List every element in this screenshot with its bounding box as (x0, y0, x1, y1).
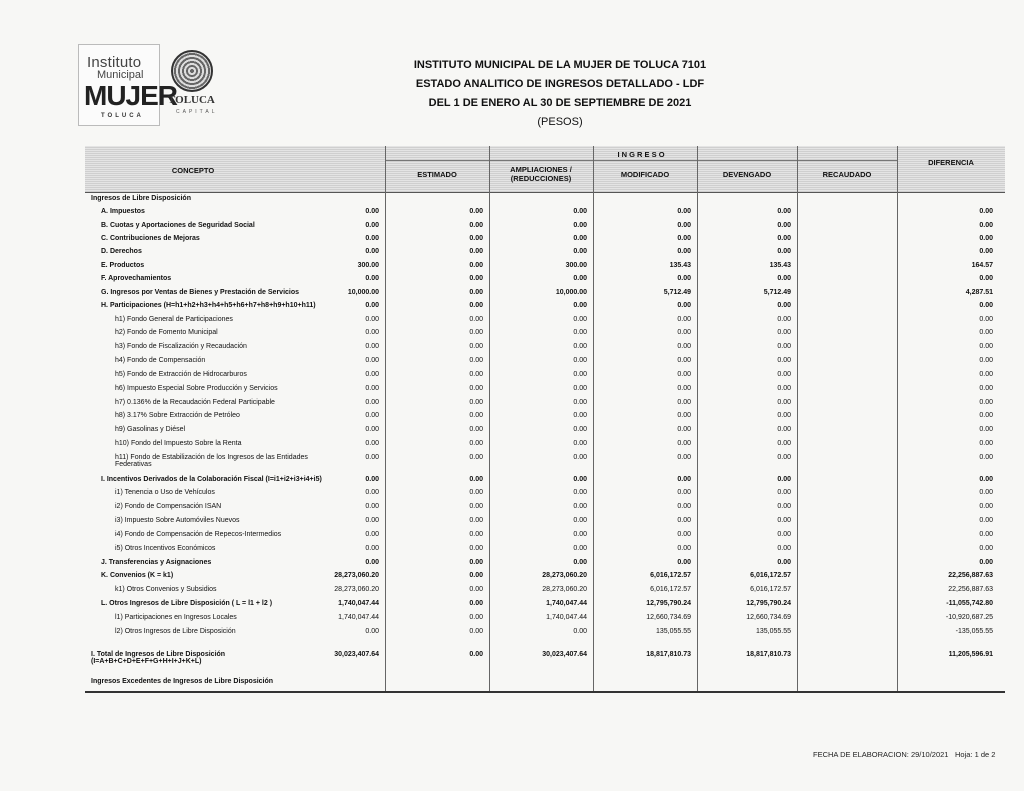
col-header-ampliaciones-line1: AMPLIACIONES / (510, 165, 572, 174)
row-label: i2) Fondo de Compensación ISAN (115, 503, 222, 510)
cell-value: 0.00 (469, 476, 483, 483)
table-row (85, 208, 1005, 220)
cell-value: 0.00 (979, 302, 993, 309)
cell-value: 0.00 (573, 489, 587, 496)
cell-value: 0.00 (469, 628, 483, 635)
institution-logo (78, 44, 218, 128)
page-number: Hoja: 1 de 2 (955, 750, 996, 759)
cell-value: 0.00 (979, 371, 993, 378)
table-row (85, 440, 1005, 452)
cell-value: 0.00 (573, 545, 587, 552)
cell-value: 0.00 (979, 222, 993, 229)
row-label-continuation: (I=A+B+C+D+E+F+G+H+I+J+K+L) (91, 658, 202, 665)
cell-value: 0.00 (469, 385, 483, 392)
cell-value: 0.00 (777, 329, 791, 336)
cell-value: 0.00 (573, 329, 587, 336)
cell-value: 6,016,172.57 (750, 586, 791, 593)
row-label: i3) Impuesto Sobre Automóviles Nuevos (115, 517, 240, 524)
cell-value: 0.00 (677, 517, 691, 524)
row-label: i5) Otros Incentivos Económicos (115, 545, 216, 552)
cell-value: 30,023,407.64 (334, 651, 379, 658)
table-row (85, 651, 1005, 663)
table-row (85, 559, 1005, 571)
row-label: B. Cuotas y Aportaciones de Seguridad Social (101, 222, 255, 229)
section-title: Ingresos de Libre Disposición (91, 195, 191, 202)
cell-value: 0.00 (365, 329, 379, 336)
cell-value: 0.00 (979, 517, 993, 524)
cell-value: 135,055.55 (755, 628, 791, 635)
cell-value: 0.00 (777, 343, 791, 350)
cell-value: 0.00 (677, 235, 691, 242)
cell-value: 0.00 (677, 385, 691, 392)
cell-value: 0.00 (979, 357, 993, 364)
cell-value: 135.43 (669, 262, 691, 269)
cell-value: 0.00 (469, 600, 483, 607)
cell-value: 0.00 (677, 545, 691, 552)
cell-value: 0.00 (469, 572, 483, 579)
table-row (85, 357, 1005, 369)
cell-value: 0.00 (677, 371, 691, 378)
report-header (400, 56, 720, 132)
table-row (85, 545, 1005, 557)
row-label: h6) Impuesto Especial Sobre Producción y Servicios (115, 385, 278, 392)
cell-value: 5,712.49 (763, 289, 791, 296)
cell-value: 18,817,810.73 (646, 651, 691, 658)
cell-value: 0.00 (365, 517, 379, 524)
cell-value: 0.00 (677, 399, 691, 406)
cell-value: 0.00 (573, 235, 587, 242)
cell-value: 0.00 (777, 357, 791, 364)
header-divider (385, 160, 897, 161)
cell-value: 0.00 (365, 357, 379, 364)
cell-value: 1,740,047.44 (338, 614, 379, 621)
table-bottom-rule (85, 691, 1005, 693)
cell-value: 0.00 (777, 235, 791, 242)
excedentes-label: Ingresos Excedentes de Ingresos de Libre Disposición (91, 678, 274, 685)
cell-value: 0.00 (469, 614, 483, 621)
cell-value: 0.00 (469, 651, 483, 658)
cell-value: 0.00 (777, 517, 791, 524)
cell-value: 0.00 (777, 399, 791, 406)
cell-value: 0.00 (979, 399, 993, 406)
cell-value: 0.00 (365, 489, 379, 496)
cell-value: 0.00 (979, 208, 993, 215)
table-row (85, 222, 1005, 234)
cell-value: 0.00 (979, 503, 993, 510)
cell-value: 0.00 (979, 531, 993, 538)
cell-value: 0.00 (979, 316, 993, 323)
row-label: h2) Fondo de Fomento Municipal (115, 329, 218, 336)
cell-value: -135,055.55 (955, 628, 993, 635)
row-label: J. Transferencias y Asignaciones (101, 559, 212, 566)
cell-value: 0.00 (777, 440, 791, 447)
cell-value: 0.00 (365, 503, 379, 510)
cell-value: 0.00 (573, 559, 587, 566)
row-label: I. Total de Ingresos de Libre Disposición (I=A+B+C+D+E+F+G+H+I+J+K+L) (91, 651, 226, 665)
cell-value: 0.00 (573, 426, 587, 433)
logo-line-1: Instituto (87, 54, 142, 71)
cell-value: 28,273,060.20 (334, 586, 379, 593)
cell-value: 0.00 (573, 343, 587, 350)
table-row (85, 248, 1005, 260)
cell-value: 0.00 (573, 454, 587, 461)
cell-value: 0.00 (469, 440, 483, 447)
cell-value: 0.00 (677, 208, 691, 215)
row-label: F. Aprovechamientos (101, 275, 172, 282)
cell-value: 0.00 (777, 476, 791, 483)
cell-value: 0.00 (573, 248, 587, 255)
row-label: h11) Fondo de Estabilización de los Ingresos de las Entidades Federativas (115, 454, 308, 468)
table-row (85, 454, 1005, 466)
cell-value: 0.00 (365, 440, 379, 447)
instituto-mujer-logo (78, 44, 178, 126)
cell-value: 0.00 (677, 426, 691, 433)
cell-value: 0.00 (777, 248, 791, 255)
cell-value: 0.00 (573, 222, 587, 229)
cell-value: 6,016,172.57 (650, 572, 691, 579)
cell-value: 0.00 (469, 248, 483, 255)
fecha-elaboracion: FECHA DE ELABORACION: 29/10/2021 (813, 750, 949, 759)
cell-value: 1,740,047.44 (546, 600, 587, 607)
cell-value: 0.00 (677, 412, 691, 419)
cell-value: 0.00 (677, 316, 691, 323)
table-row (85, 572, 1005, 584)
row-label: C. Contribuciones de Mejoras (101, 235, 200, 242)
cell-value: 0.00 (677, 454, 691, 461)
seal-text: TOLUCA (168, 94, 215, 106)
cell-value: 0.00 (777, 208, 791, 215)
row-label: i1) Tenencia o Uso de Vehículos (115, 489, 215, 496)
toluca-seal (166, 44, 216, 124)
cell-value: 0.00 (677, 489, 691, 496)
table-row (85, 371, 1005, 383)
cell-value: 0.00 (777, 412, 791, 419)
cell-value: 0.00 (573, 302, 587, 309)
cell-value: 0.00 (573, 385, 587, 392)
row-label: l2) Otros Ingresos de Libre Disposición (115, 628, 236, 635)
cell-value: 0.00 (365, 531, 379, 538)
cell-value: 0.00 (469, 517, 483, 524)
cell-value: 0.00 (677, 222, 691, 229)
cell-value: 0.00 (573, 628, 587, 635)
row-label: h4) Fondo de Compensación (115, 357, 206, 364)
cell-value: 0.00 (365, 559, 379, 566)
table-row (85, 628, 1005, 640)
logo-line-2: Municipal (97, 69, 144, 81)
report-period: DEL 1 DE ENERO AL 30 DE SEPTIEMBRE DE 2021 (428, 97, 692, 109)
cell-value: 0.00 (979, 248, 993, 255)
cell-value: 10,000.00 (555, 289, 587, 296)
cell-value: 0.00 (573, 316, 587, 323)
cell-value: 0.00 (573, 412, 587, 419)
cell-value: 0.00 (469, 357, 483, 364)
cell-value: 0.00 (469, 371, 483, 378)
table-row (85, 531, 1005, 543)
table-row (85, 600, 1005, 612)
cell-value: 0.00 (573, 531, 587, 538)
cell-value: 0.00 (573, 503, 587, 510)
cell-value: 0.00 (365, 343, 379, 350)
cell-value: 6,016,172.57 (650, 586, 691, 593)
cell-value: 0.00 (469, 503, 483, 510)
cell-value: 0.00 (469, 275, 483, 282)
cell-value: 0.00 (979, 454, 993, 461)
cell-value: 0.00 (469, 343, 483, 350)
cell-value: 1,740,047.44 (546, 614, 587, 621)
table-row (85, 517, 1005, 529)
toluca-crest-icon (171, 50, 213, 92)
row-label: E. Productos (101, 262, 145, 269)
cell-value: 18,817,810.73 (746, 651, 791, 658)
cell-value: 0.00 (979, 275, 993, 282)
table-row (85, 385, 1005, 397)
row-label: h8) 3.17% Sobre Extracción de Petróleo (115, 412, 240, 419)
cell-value: 0.00 (469, 545, 483, 552)
cell-value: 0.00 (677, 302, 691, 309)
cell-value: 22,256,887.63 (948, 572, 993, 579)
cell-value: 0.00 (777, 302, 791, 309)
report-units: (PESOS) (537, 116, 583, 128)
col-header-ampliaciones-line2: (REDUCCIONES) (510, 174, 572, 183)
row-label: l1) Participaciones en Ingresos Locales (115, 614, 237, 621)
cell-value: 0.00 (677, 248, 691, 255)
cell-value: 0.00 (777, 316, 791, 323)
cell-value: 0.00 (777, 489, 791, 496)
table-row (85, 489, 1005, 501)
cell-value: 0.00 (979, 235, 993, 242)
cell-value: 0.00 (777, 371, 791, 378)
cell-value: 0.00 (677, 531, 691, 538)
cell-value: 22,256,887.63 (948, 586, 993, 593)
table-row (85, 235, 1005, 247)
cell-value: 0.00 (469, 289, 483, 296)
seal-subtext: CAPITAL (176, 109, 218, 115)
cell-value: 0.00 (469, 426, 483, 433)
cell-value: 0.00 (365, 412, 379, 419)
cell-value: 300.00 (357, 262, 379, 269)
logo-line-4: TOLUCA (101, 113, 144, 119)
table-row (85, 343, 1005, 355)
cell-value: 0.00 (573, 517, 587, 524)
col-header-modificado: MODIFICADO (620, 170, 670, 179)
cell-value: 0.00 (469, 302, 483, 309)
cell-value: 0.00 (365, 316, 379, 323)
table-row (85, 329, 1005, 341)
cell-value: 135,055.55 (655, 628, 691, 635)
cell-value: 0.00 (677, 275, 691, 282)
cell-value: 0.00 (979, 343, 993, 350)
cell-value: 0.00 (979, 412, 993, 419)
row-label: I. Incentivos Derivados de la Colaboración Fiscal (I=i1+i2+i3+i4+i5) (101, 476, 322, 483)
cell-value: 0.00 (469, 586, 483, 593)
cell-value: 0.00 (365, 208, 379, 215)
cell-value: 0.00 (677, 329, 691, 336)
report-subtitle: ESTADO ANALITICO DE INGRESOS DETALLADO - LDF (415, 78, 705, 90)
cell-value: 0.00 (979, 426, 993, 433)
table-row (85, 316, 1005, 328)
cell-value: 0.00 (979, 385, 993, 392)
col-header-ingreso: I N G R E S O (617, 150, 665, 159)
row-label: h10) Fondo del Impuesto Sobre la Renta (115, 440, 242, 447)
cell-value: 0.00 (469, 454, 483, 461)
report-title: INSTITUTO MUNICIPAL DE LA MUJER DE TOLUCA 7101 (413, 59, 707, 71)
cell-value: 0.00 (677, 476, 691, 483)
cell-value: 0.00 (979, 489, 993, 496)
cell-value: 30,023,407.64 (542, 651, 587, 658)
cell-value: 0.00 (365, 399, 379, 406)
cell-value: 0.00 (469, 399, 483, 406)
cell-value: 0.00 (573, 208, 587, 215)
cell-value: 0.00 (979, 559, 993, 566)
row-label: h3) Fondo de Fiscalización y Recaudación (115, 343, 247, 350)
cell-value: 0.00 (365, 222, 379, 229)
cell-value: -11,055,742.80 (946, 600, 993, 607)
row-label: h9) Gasolinas y Diésel (115, 426, 186, 433)
table-row (85, 426, 1005, 438)
table-row (85, 302, 1005, 314)
cell-value: 0.00 (777, 275, 791, 282)
cell-value: 28,273,060.20 (542, 586, 587, 593)
cell-value: 12,795,790.24 (646, 600, 691, 607)
table-row (85, 586, 1005, 598)
table-row (85, 614, 1005, 626)
cell-value: 0.00 (573, 440, 587, 447)
cell-value: 0.00 (677, 503, 691, 510)
col-header-estimado: ESTIMADO (417, 170, 457, 179)
cell-value: 0.00 (979, 476, 993, 483)
cell-value: 135.43 (769, 262, 791, 269)
col-header-recaudado: RECAUDADO (822, 170, 872, 179)
cell-value: 0.00 (573, 357, 587, 364)
cell-value: 0.00 (777, 426, 791, 433)
col-header-diferencia: DIFERENCIA (928, 158, 974, 167)
row-label: H. Participaciones (H=h1+h2+h3+h4+h5+h6+h7+h8+h9+h10+h11) (101, 302, 316, 309)
table-row (85, 275, 1005, 287)
cell-value: 11,205,596.91 (948, 651, 993, 658)
cell-value: 0.00 (573, 399, 587, 406)
row-label: h5) Fondo de Extracción de Hidrocarburos (115, 371, 247, 378)
table-row (85, 399, 1005, 411)
cell-value: 0.00 (365, 275, 379, 282)
cell-value: 0.00 (979, 440, 993, 447)
cell-value: 0.00 (365, 476, 379, 483)
cell-value: 0.00 (469, 531, 483, 538)
cell-value: 164.57 (971, 262, 993, 269)
cell-value: 0.00 (469, 329, 483, 336)
cell-value: -10,920,687.25 (945, 614, 993, 621)
cell-value: 0.00 (469, 489, 483, 496)
cell-value: 12,660,734.69 (746, 614, 791, 621)
cell-value: 0.00 (677, 559, 691, 566)
income-table (85, 146, 1005, 691)
row-label: A. Impuestos (101, 208, 145, 215)
cell-value: 0.00 (573, 371, 587, 378)
cell-value: 10,000.00 (347, 289, 379, 296)
cell-value: 0.00 (365, 628, 379, 635)
row-label: h7) 0.136% de la Recaudación Federal Participable (115, 399, 275, 406)
table-row (85, 503, 1005, 515)
cell-value: 0.00 (677, 343, 691, 350)
table-row (85, 262, 1005, 274)
cell-value: 0.00 (979, 545, 993, 552)
cell-value: 0.00 (677, 357, 691, 364)
cell-value: 4,287.51 (965, 289, 993, 296)
cell-value: 0.00 (979, 329, 993, 336)
cell-value: 1,740,047.44 (338, 600, 379, 607)
cell-value: 12,795,790.24 (746, 600, 791, 607)
cell-value: 0.00 (573, 476, 587, 483)
cell-value: 0.00 (469, 208, 483, 215)
row-label: k1) Otros Convenios y Subsidios (115, 586, 217, 593)
cell-value: 0.00 (777, 222, 791, 229)
cell-value: 12,660,734.69 (646, 614, 691, 621)
cell-value: 0.00 (469, 262, 483, 269)
cell-value: 0.00 (777, 531, 791, 538)
cell-value: 28,273,060.20 (334, 572, 379, 579)
table-row (85, 476, 1005, 488)
logo-line-3: MUJER (84, 80, 178, 111)
col-header-concepto: CONCEPTO (171, 166, 215, 175)
row-label: i4) Fondo de Compensación de Repecos-Intermedios (115, 531, 282, 538)
cell-value: 0.00 (777, 559, 791, 566)
cell-value: 0.00 (365, 454, 379, 461)
table-row (85, 412, 1005, 424)
cell-value: 0.00 (365, 385, 379, 392)
cell-value: 0.00 (365, 248, 379, 255)
cell-value: 0.00 (365, 545, 379, 552)
cell-value: 0.00 (777, 454, 791, 461)
row-label: L. Otros Ingresos de Libre Disposición ( L = l1 + l2 ) (101, 600, 273, 607)
row-label: D. Derechos (101, 248, 142, 255)
col-header-ampliaciones (489, 165, 593, 183)
row-label-continuation: Federativas (115, 461, 152, 468)
cell-value: 0.00 (365, 302, 379, 309)
cell-value: 5,712.49 (663, 289, 691, 296)
row-label: h1) Fondo General de Participaciones (115, 316, 233, 323)
cell-value: 0.00 (469, 412, 483, 419)
table-row (85, 289, 1005, 301)
cell-value: 28,273,060.20 (542, 572, 587, 579)
cell-value: 0.00 (469, 316, 483, 323)
cell-value: 0.00 (777, 503, 791, 510)
row-label: K. Convenios (K = k1) (101, 572, 174, 579)
cell-value: 0.00 (677, 440, 691, 447)
cell-value: 0.00 (469, 222, 483, 229)
cell-value: 0.00 (777, 545, 791, 552)
cell-value: 6,016,172.57 (750, 572, 791, 579)
cell-value: 0.00 (777, 385, 791, 392)
row-label: G. Ingresos por Ventas de Bienes y Prestación de Servicios (101, 289, 300, 296)
cell-value: 0.00 (365, 235, 379, 242)
cell-value: 0.00 (365, 371, 379, 378)
cell-value: 0.00 (469, 235, 483, 242)
cell-value: 0.00 (469, 559, 483, 566)
col-header-devengado: DEVENGADO (722, 170, 772, 179)
cell-value: 0.00 (573, 275, 587, 282)
cell-value: 300.00 (565, 262, 587, 269)
cell-value: 0.00 (365, 426, 379, 433)
